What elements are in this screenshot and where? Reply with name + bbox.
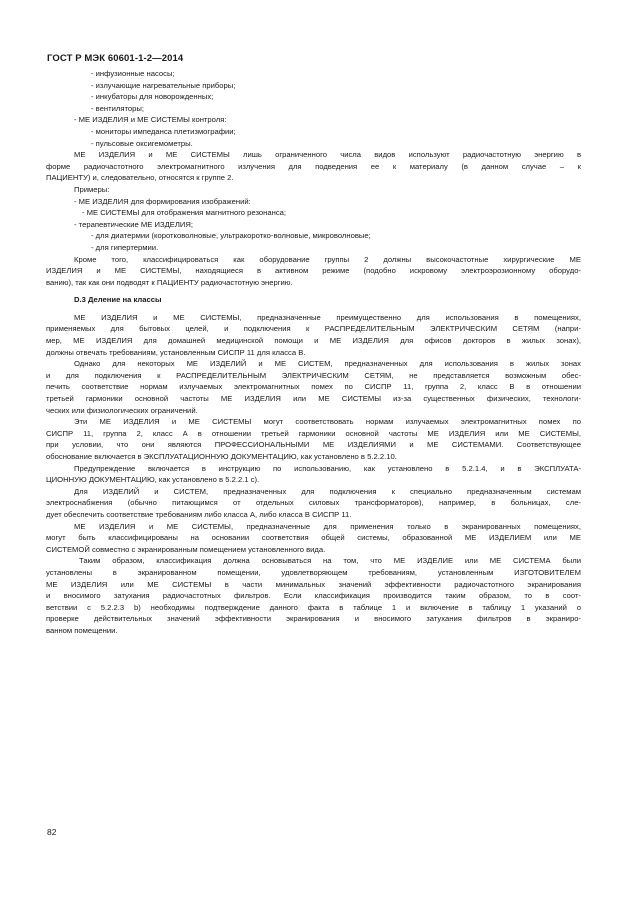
- example-item: - МЕ ИЗДЕЛИЯ для формирования изображений:: [74, 196, 251, 206]
- page-number: 82: [47, 827, 57, 837]
- list-item: - пульсовые оксигемометры.: [91, 138, 193, 148]
- text-line: МЕ ИЗДЕЛИЯ или МЕ СИСТЕМЫ в части минимальных значений эффективности радиочастотного экранирования: [46, 579, 581, 589]
- text-line: Для ИЗДЕЛИЙ и СИСТЕМ, предназначенных для подключения к специально предназначенным системам: [74, 486, 581, 496]
- control-item: - МЕ ИЗДЕЛИЯ и МЕ СИСТЕМЫ контроля:: [74, 115, 227, 125]
- text-line: Кроме того, классифицироваться как оборудование группы 2 должны высокочастотные хирургические МЕ: [74, 254, 581, 264]
- text-line: ИЗДЕЛИЯ и МЕ СИСТЕМЫ, находящиеся в активном режиме (подобно искровому электроэрозионному оборудо-: [46, 266, 581, 276]
- paragraph-warning: [46, 463, 581, 486]
- text-line: МЕ ИЗДЕЛИЯ и МЕ СИСТЕМЫ, предназначенные для применения только в экранированных помещениях,: [74, 521, 581, 531]
- paragraph-dedicated-supply: [46, 486, 581, 521]
- paragraph-classification-basis: [46, 555, 581, 636]
- list-item: - излучающие нагревательные приборы;: [91, 80, 236, 90]
- list-item: - инкубаторы для новорожденных;: [91, 92, 214, 102]
- section-heading: D.3 Деление на классы: [74, 295, 162, 305]
- text-line: электроснабжения (обычно питающимся от отдельных силовых трансформаторов), например, в больницах, сле-: [46, 498, 581, 508]
- paragraph-class-a: [46, 416, 581, 462]
- text-line: применяемых для бытовых целей, и подключения к РАСПРЕДЕЛИТЕЛЬНЫМ ЭЛЕКТРИЧЕСКИМ СЕТЯМ (напри-: [46, 324, 581, 334]
- document-body: [46, 68, 581, 637]
- paragraph-shielded-rooms: [46, 521, 581, 556]
- paragraph-hf-surgical: [46, 254, 581, 289]
- example-subitem: - МЕ СИСТЕМЫ для отображения магнитного резонанса;: [82, 208, 287, 218]
- text-line: ческих или физиологических ограничений.: [46, 405, 198, 415]
- text-line: обоснование включается в ЭКСПЛУАТАЦИОННУЮ ДОКУМЕНТАЦИЮ, как установлено в 5.2.2.10.: [46, 452, 397, 461]
- text-line: ПАЦИЕНТУ) и, следовательно, относятся к группе 2.: [46, 173, 234, 183]
- text-line: мер, МЕ ИЗДЕЛИЯ для домашней медицинской помощи и МЕ ИЗДЕЛИЯ для офисов докторов в жилых зонах),: [46, 336, 581, 346]
- paragraph-group2-intro: [46, 149, 581, 184]
- list-item: - инфузионные насосы;: [91, 69, 175, 78]
- list-item: - вентиляторы;: [91, 103, 144, 113]
- paragraph-harmonics: [46, 358, 581, 416]
- text-line: ветствии с 5.2.2.3 b) необходимы подтверждение данного факта в таблице 1 и включение в таблицу 1 указаний о: [46, 602, 581, 612]
- example-subitem: - для гипертермии.: [91, 242, 159, 252]
- text-line: дует обеспечить соответствие требованиям либо класса А, либо класса В СИСПР 11.: [46, 509, 352, 519]
- list-item: - мониторы импеданса плетизмографии;: [91, 126, 236, 136]
- text-line: могут быть классифицированы на основании соответствия общей системы, образованной МЕ ИЗДЕЛИЕМ или МЕ: [46, 533, 581, 543]
- text-line: Таким образом, классификация должна основываться на том, что МЕ ИЗДЕЛИЕ или МЕ СИСТЕМА были: [79, 556, 581, 566]
- example-item: - терапевтические МЕ ИЗДЕЛИЯ;: [74, 219, 194, 229]
- example-subitem: - для диатермии (коротковолновые, ультракоротко-волновые, микроволновые;: [91, 231, 371, 241]
- page-header: ГОСТ Р МЭК 60601-1-2—2014: [47, 53, 184, 64]
- text-line: ванном помещении.: [46, 625, 118, 635]
- text-line: должны отвечать требованиям, установленным СИСПР 11 для класса В.: [46, 347, 306, 357]
- text-line: Однако для некоторых МЕ ИЗДЕЛИЙ и МЕ СИСТЕМ, предназначенных для использования в жилых зонах: [74, 359, 581, 369]
- text-line: МЕ ИЗДЕЛИЯ и МЕ СИСТЕМЫ лишь ограниченного числа видов используют радиочастотную энергию в: [74, 150, 581, 160]
- control-list: [46, 126, 581, 149]
- text-line: Эти МЕ ИЗДЕЛИЯ и МЕ СИСТЕМЫ могут соответствовать нормам излучаемых электромагнитных помех по: [74, 417, 581, 427]
- paragraph-class-b: [46, 312, 581, 358]
- text-line: и вносимого затухания радиочастотных фильтров. Если классификация производится таким образом, то в соот-: [46, 591, 581, 601]
- text-line: проверке действительных значений эффективности экранирования и вносимого затухания фильтров в экраниро-: [46, 614, 581, 624]
- text-line: третьей гармоники основной частоты МЕ ИЗДЕЛИЯ или МЕ СИСТЕМЫ из-за существенных физических, технологи-: [46, 394, 581, 404]
- examples-label: Примеры:: [74, 184, 110, 194]
- text-line: форме радиочастотного электромагнитного излучения для подведения ее к материалу (в данном случае – к: [46, 161, 581, 171]
- text-line: ЦИОННУЮ ДОКУМЕНТАЦИЮ, как установлено в 5.2.2.1 с).: [46, 475, 260, 485]
- text-line: Предупреждение включается в инструкцию по использованию, как установлено в 5.2.1.4, и в ЭКСПЛУАТА-: [74, 463, 581, 473]
- text-line: печить соответствие нормам излучаемых электромагнитных помех по СИСПР 11, группа 2, класс В в отношении: [46, 382, 581, 392]
- text-line: установлены в экранированном помещении, удовлетворяющем требованиям, установленным ИЗГОТОВИТЕЛЕМ: [46, 567, 581, 577]
- text-line: при условии, что они являются ПРОФЕССИОНАЛЬНЫМИ МЕ ИЗДЕЛИЯМИ и МЕ СИСТЕМАМИ. Соответствующее: [46, 440, 581, 450]
- text-line: СИСТЕМОЙ совместно с экранированным помещением установленного вида.: [46, 544, 326, 554]
- text-line: СИСПР 11, группа 2, класс А в отношении третьей гармоники основной частоты МЕ ИЗДЕЛИЯ или МЕ СИСТЕМЫ,: [46, 428, 581, 438]
- text-line: и для подключения к РАСПРЕДЕЛИТЕЛЬНЫМ ЭЛЕКТРИЧЕСКИМ СЕТЯМ, не представляется возможным обес-: [46, 370, 581, 380]
- text-line: ванию), так как они подводят к ПАЦИЕНТУ радиочастотную энергию.: [46, 277, 293, 287]
- device-list: [46, 68, 581, 114]
- text-line: МЕ ИЗДЕЛИЯ и МЕ СИСТЕМЫ, предназначенные преимущественно для использования в помещениях,: [74, 312, 581, 322]
